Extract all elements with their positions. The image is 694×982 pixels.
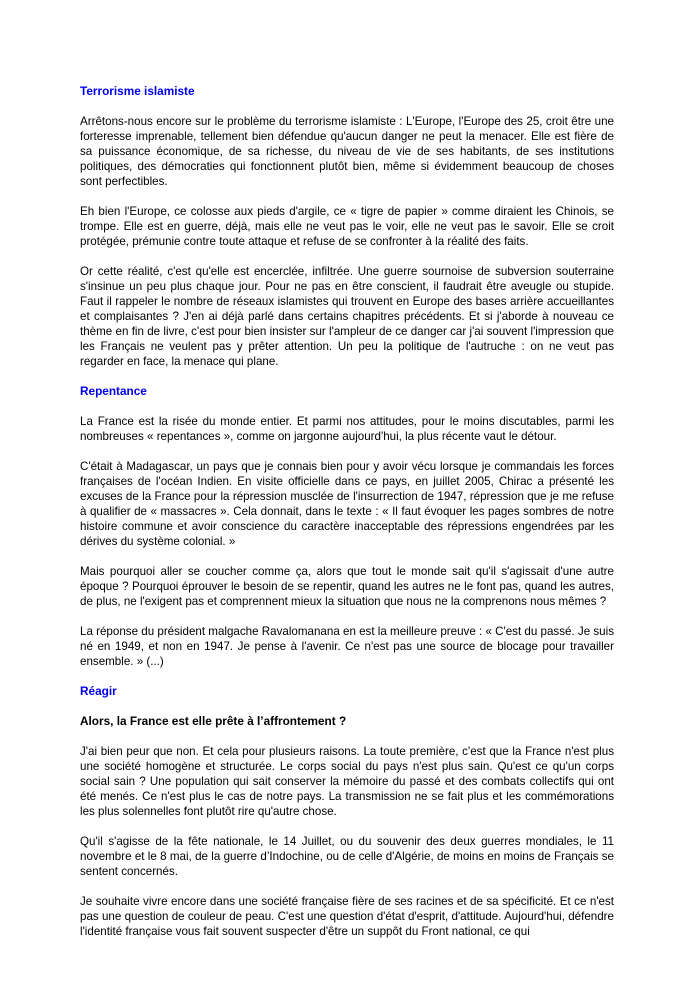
section-heading-terrorisme-islamiste: Terrorisme islamiste <box>80 84 195 98</box>
paragraph: J'ai bien peur que non. Et cela pour plusieurs raisons. La toute première, c'est que la France n'est plus une société homogène et structurée. Le corps social du pays n'est plus sain. Qu'est ce qu'un corps social sain ? Une population qui sait conserver la mémoire du passé et des combats collectifs qui ont été menés. Ce n'est plus le cas de notre pays. La transmission ne se fait plus et les commémorations les plus solennelles font plutôt rire qu'autre chose. <box>80 745 614 818</box>
section-heading-repentance: Repentance <box>80 384 147 398</box>
question-subheading: Alors, la France est elle prête à l’affrontement ? <box>80 714 347 728</box>
paragraph: Arrêtons-nous encore sur le problème du terrorisme islamiste : L'Europe, l'Europe des 25, croit être une forteresse imprenable, tellement bien défendue qu'aucun danger ne peut la menacer. Elle est fière de sa puissance économique, de sa richesse, du niveau de vie de ses habitants, de ses institutions politiques, des démocraties qui fonctionnent plutôt bien, même si évidemment beaucoup de choses sont perfectibles. <box>80 115 614 188</box>
paragraph: La France est la risée du monde entier. Et parmi nos attitudes, pour le moins discutables, parmi les nombreuses « repentances », comme on jargonne aujourd'hui, la plus récente vaut le détour. <box>80 415 614 443</box>
paragraph: Je souhaite vivre encore dans une société française fière de ses racines et de sa spécificité. Et ce n'est pas une question de couleur de peau. C'est une question d'état d'esprit, d'attitude. Aujourd'hui, défendre l'identité française vous fait souvent suspecter d'être un suppôt du Front national, ce qui <box>80 895 614 938</box>
paragraph: C'était à Madagascar, un pays que je connais bien pour y avoir vécu lorsque je commandais les forces françaises de l'océan Indien. En visite officielle dans ce pays, en juillet 2005, Chirac a présenté les excuses de la France pour la répression musclée de l'insurrection de 1947, répression que je me refuse à qualifier de « massacres ». Cela donnait, dans le texte : « Il faut évoquer les pages sombres de notre histoire commune et avoir conscience du caractère inacceptable des répressions engendrées par les dérives du système colonial. » <box>80 460 614 548</box>
paragraph: Or cette réalité, c'est qu'elle est encerclée, infiltrée. Une guerre sournoise de subversion souterraine s'insinue un peu plus chaque jour. Pour ne pas en être conscient, il faudrait être aveugle ou stupide. Faut il rappeler le nombre de réseaux islamistes qui trouvent en Europe des bases arrière accueillantes et complaisantes ? J'en ai déjà parlé dans certains chapitres précédents. Et si j'aborde à nouveau ce thème en fin de livre, c'est pour bien insister sur l'ampleur de ce danger car j'ai souvent l'impression que les Français ne veulent pas y prêter attention. Un peu la politique de l'autruche : on ne veut pas regarder en face, la menace qui plane. <box>80 265 614 368</box>
section-heading-reagir: Réagir <box>80 684 117 698</box>
paragraph: La réponse du président malgache Ravalomanana en est la meilleure preuve : « C'est du passé. Je suis né en 1949, et non en 1947. Je pense à l'avenir. Ce n'est pas une source de blocage pour travailler ensemble. » (...) <box>80 625 614 668</box>
paragraph: Mais pourquoi aller se coucher comme ça, alors que tout le monde sait qu'il s'agissait d'une autre époque ? Pourquoi éprouver le besoin de se repentir, quand les autres ne le font pas, quand les autres, de plus, ne l'exigent pas et comprennent mieux la situation que nous ne la comprenons nous mêmes ? <box>80 565 614 608</box>
paragraph: Qu'il s'agisse de la fête nationale, le 14 Juillet, ou du souvenir des deux guerres mondiales, le 11 novembre et le 8 mai, de la guerre d’Indochine, ou de celle d'Algérie, de moins en moins de Français se sentent concernés. <box>80 835 614 878</box>
paragraph: Eh bien l'Europe, ce colosse aux pieds d'argile, ce « tigre de papier » comme diraient les Chinois, se trompe. Elle est en guerre, déjà, mais elle ne veut pas le voir, elle ne veut pas le savoir. Elle se croit protégée, prémunie contre toute attaque et refuse de se confronter à la réalité des faits. <box>80 205 614 248</box>
